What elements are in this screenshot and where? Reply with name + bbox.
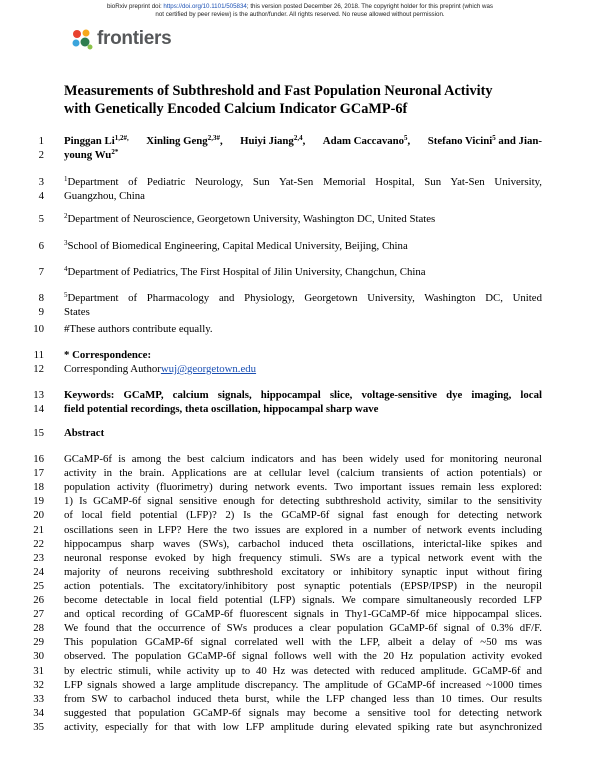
line-number: 29 [33, 636, 44, 649]
line-number: 8 [38, 292, 44, 304]
affiliation-4: $^4$Department of Pediatrics, The First Hospital of Jilin University, Changchun, China [64, 265, 426, 278]
frontiers-logo [71, 27, 171, 51]
affiliation-1: $^1$Department of Pediatric Neurology, Sun Yat-Sen Memorial Hospital, Sun Yat-Sen University, [64, 175, 542, 188]
affiliation-3: $^3$School of Biomedical Engineering, Capital Medical University, Beijing, China [64, 239, 408, 252]
line-number: 25 [33, 579, 44, 592]
line-number: 21 [33, 523, 44, 536]
line-number: 19 [33, 495, 44, 508]
author-list [64, 134, 542, 148]
banner-prefix: bioRxiv preprint doi: [106, 3, 164, 10]
title-line-2: with Genetically Encoded Calcium Indicator GCaMP-6f [64, 101, 408, 117]
line-number: 9 [38, 306, 44, 318]
line-number: 7 [38, 266, 44, 278]
line-number: 2 [38, 149, 44, 161]
line-number: 10 [33, 323, 44, 335]
line-number: 23 [33, 551, 44, 564]
line-number: 12 [33, 363, 44, 375]
line-number: 3 [38, 176, 44, 188]
abstract-line: We found that the occurrence of SWs produces a clear population GCaMP-6f signal of 0.3% dF/F. [64, 622, 542, 635]
paper-title [64, 82, 554, 118]
frontiers-logo-icon [71, 28, 93, 50]
line-number: 17 [33, 467, 44, 480]
correspondence-line [64, 362, 542, 376]
abstract-heading: Abstract [64, 427, 105, 439]
abstract-line: GCaMP-6f is among the best calcium indicators and has been widely used for monitoring neuronal [64, 453, 542, 465]
line-number: 18 [33, 481, 44, 494]
abstract-line: activity, especially for that with low LFP amplitude during elevated spiking rate but asynchronized [64, 720, 542, 733]
line-number: 14 [33, 403, 44, 415]
line-number: 6 [38, 240, 44, 252]
line-number: 1 [38, 135, 44, 147]
keywords-line-2: field potential recordings, theta oscillation, hippocampal sharp wave [64, 403, 379, 415]
author: Stefano Vicini$^5$ and Jian- [427, 134, 542, 147]
abstract-line: and optical recording of GCaMP-6f fluorescent signals in Thy1-GCaMP-6f mice hippocampal slices. [64, 608, 542, 621]
line-number: 20 [33, 509, 44, 522]
correspondence-email-link[interactable]: wuj@georgetown.edu [160, 363, 257, 375]
author: Huiyi Jiang$^{2,4}$, [240, 134, 306, 147]
affiliation-5-cont: States [64, 306, 90, 318]
abstract-line: activity in the brain. Applications are at cellular level (calcium transients of action potentials) or [64, 467, 542, 480]
line-number: 26 [33, 594, 44, 606]
line-number: 31 [33, 664, 44, 677]
author: Xinling Geng$^{2,3\#}$, [146, 134, 223, 147]
line-number: 28 [33, 622, 44, 635]
affiliation-5: $^5$Department of Pharmacology and Physiology, Georgetown University, Washington DC, United [64, 291, 542, 304]
author: Adam Caccavano$^5$, [322, 134, 411, 147]
author: Pinggan $Li^{1,2\#,}$ [64, 134, 129, 147]
correspondence-heading: * Correspondence: [64, 349, 152, 361]
correspondence-label: Corresponding Author [64, 363, 161, 375]
line-number: 34 [33, 706, 44, 719]
abstract-line: majority of neurons receiving subthreshold excitatory or inhibitory synaptic input without firing [64, 565, 542, 578]
banner-line2: not certified by peer review) is the author/funder. All rights reserved. No reuse allowed without permission. [155, 10, 445, 18]
abstract-line: by electric stimuli, while activity up to 40 Hz was detected with reduced amplitude. GCaMP-6f and [64, 664, 542, 677]
line-number: 5 [38, 213, 44, 225]
abstract-line: hippocampus sharp waves (SWs), carbachol induced theta oscillations, interictal-like spikes and [64, 537, 542, 550]
keywords-line-1: Keywords: GCaMP, calcium signals, hippocampal slice, voltage-sensitive dye imaging, local [64, 389, 542, 401]
frontiers-logo-text: frontiers [97, 28, 172, 49]
author-line-2: young $Wu^{2*}$ [64, 148, 119, 161]
line-number: 13 [33, 389, 44, 401]
abstract-line: action potentials. The excitatory/inhibitory post synaptic potentials (EPSP/IPSP) in the neuropil [64, 579, 542, 592]
abstract-line: become detectable in local field potential (LFP) signals. We compare simultaneously recorded LFP [64, 594, 542, 606]
abstract-line: from SW to carbachol induced theta burst, while the LFP changed less than 10 times. Our results [64, 692, 542, 705]
line-number: 15 [33, 427, 44, 439]
line-number: 11 [33, 349, 44, 361]
abstract-line: 1) Is GCaMP-6f signal sensitive enough for detecting subthreshold activity, similar to the sensitivity [64, 495, 542, 508]
affiliation-1-cont: Guangzhou, China [64, 190, 145, 202]
abstract-line: LFP signals showed a large amplitude discrepancy. The amplitude of GCaMP-6f increased ~1000 times [64, 678, 542, 691]
line-number: 22 [33, 537, 44, 550]
abstract-line: oscillations seen in LFP? Here the two issues are explored in a number of network events including [64, 523, 542, 536]
preprint-banner [40, 3, 560, 18]
abstract-line: population activity (fluorimetry) during network events. Two important issues remain less explored: [64, 481, 542, 494]
abstract-line: of local field potential (LFP)? 2) Is the GCaMP-6f signal fast enough for detecting network [64, 509, 542, 522]
line-number: 35 [33, 720, 44, 733]
line-number: 27 [33, 608, 44, 621]
equal-contribution-note: #These authors contribute equally. [64, 323, 213, 335]
abstract-line: This population GCaMP-6f signal correlated well with the LFP, albeit a delay of ~50 ms was [64, 636, 542, 649]
line-number: 32 [33, 678, 44, 691]
abstract-line: suggested that population GCaMP-6f signals may become a sensitive tool for detecting network [64, 706, 542, 719]
title-line-1: Measurements of Subthreshold and Fast Population Neuronal Activity [64, 83, 493, 99]
line-number: 4 [38, 190, 44, 202]
abstract-line: observed. The population GCaMP-6f signal follows well with the 20 Hz population activity evoked [64, 650, 542, 663]
line-number: 24 [33, 565, 44, 578]
doi-link[interactable]: https://doi.org/10.1101/505834 [163, 3, 247, 10]
line-number: 16 [33, 453, 44, 465]
line-number: 33 [33, 692, 44, 705]
banner-line1-rest: ; this version posted December 26, 2018. The copyright holder for this preprint (which was [246, 3, 494, 10]
abstract-line: neuronal response evoked by high frequency stimuli. SWs are a typical network event with the [64, 551, 542, 564]
line-number: 30 [33, 650, 44, 663]
affiliation-2: $^2$Department of Neuroscience, Georgetown University, Washington DC, United States [64, 212, 436, 225]
